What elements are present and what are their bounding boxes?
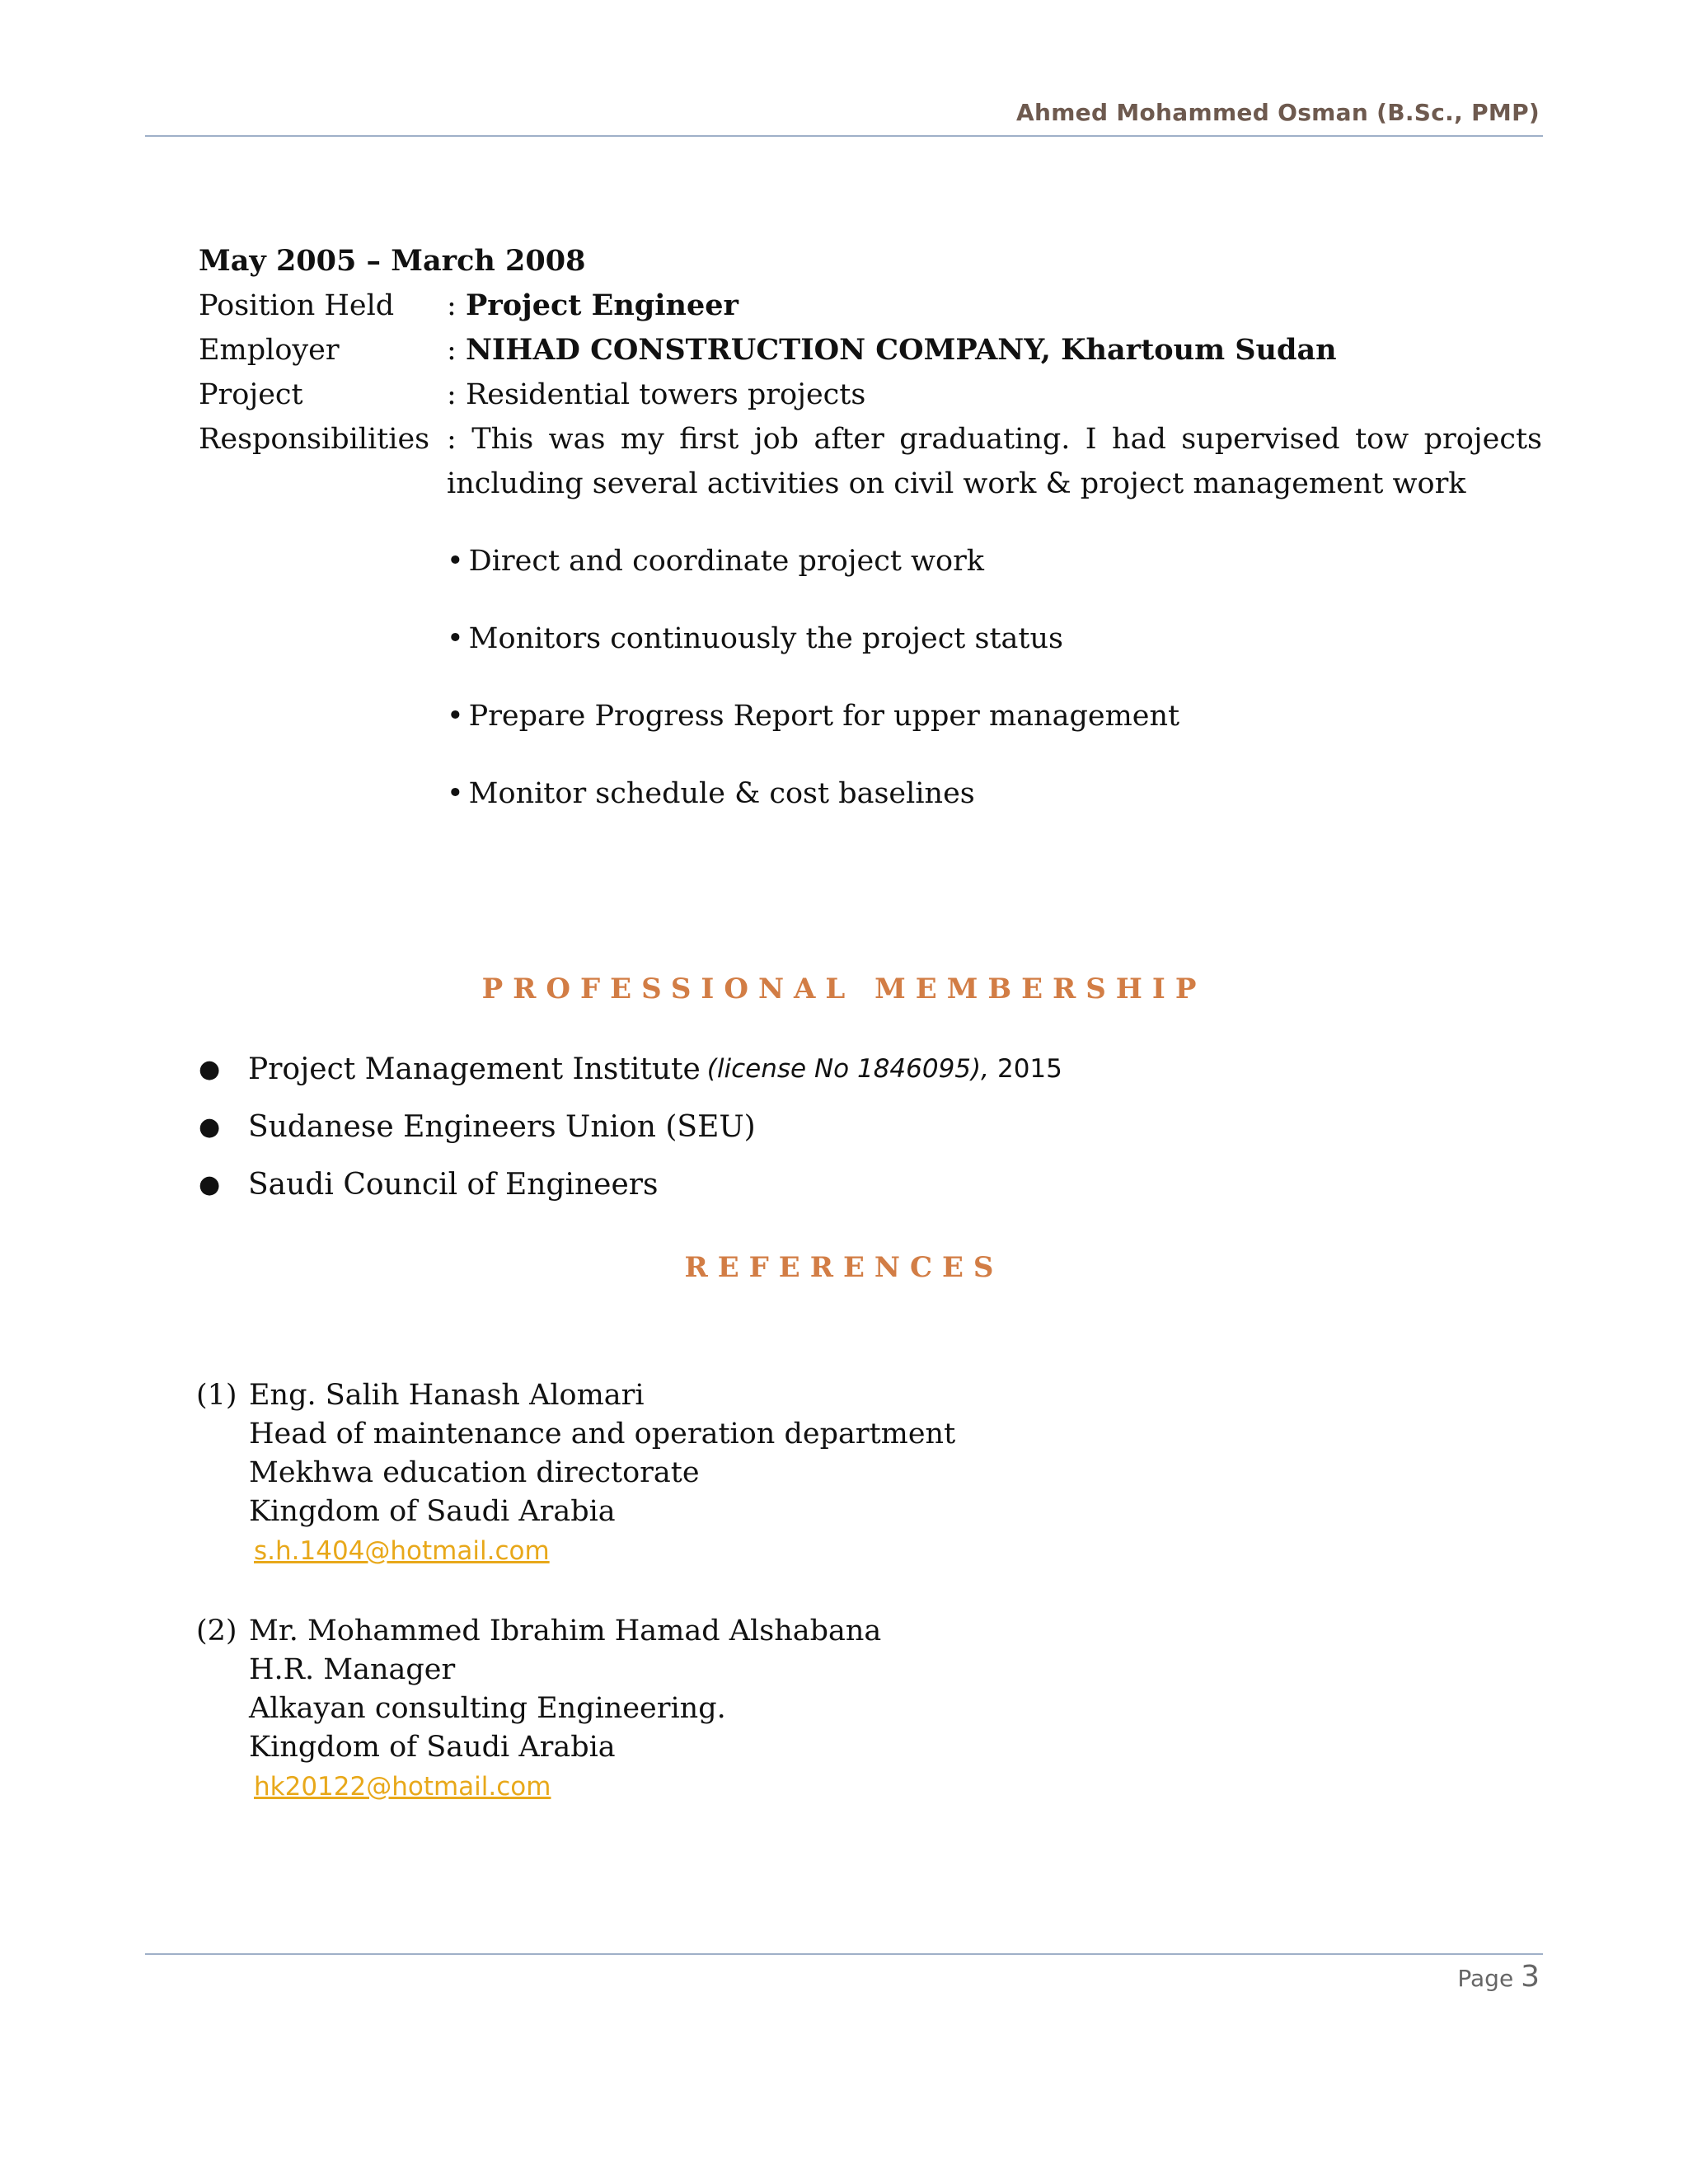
reference-role: H.R. Manager	[249, 1653, 456, 1686]
list-item: • Monitors continuously the project status	[447, 622, 1063, 655]
reference-country: Kingdom of Saudi Arabia	[249, 1495, 616, 1528]
reference-name: Mr. Mohammed Ibrahim Hamad Alshabana	[249, 1615, 882, 1647]
separator: :	[447, 423, 457, 456]
bullet-icon: ●	[199, 1169, 221, 1199]
bullet-icon: •	[447, 777, 464, 810]
page-number: 3	[1521, 1960, 1540, 1994]
list-item: • Prepare Progress Report for upper management	[447, 700, 1180, 733]
experience-section	[199, 239, 1542, 849]
reference-email-link[interactable]: s.h.1404@hotmail.com	[254, 1536, 550, 1566]
reference-name: Eng. Salih Hanash Alomari	[249, 1379, 645, 1412]
reference-number: (2)	[196, 1615, 237, 1647]
list-item: ● Saudi Council of Engineers	[199, 1167, 659, 1202]
bullet-icon: •	[447, 545, 464, 578]
reference-country: Kingdom of Saudi Arabia	[249, 1731, 616, 1764]
separator: :	[447, 289, 457, 322]
project-label: Project	[199, 378, 303, 411]
reference-org: Alkayan consulting Engineering.	[249, 1692, 726, 1725]
responsibilities-list	[447, 539, 1542, 816]
header-name: Ahmed Mohammed Osman (B.Sc., PMP)	[1015, 99, 1540, 126]
bullet-icon: •	[447, 700, 464, 733]
references-title: REFERENCES	[684, 1251, 1004, 1284]
list-item: • Direct and coordinate project work	[447, 545, 985, 578]
page-label: Page	[1457, 1965, 1514, 1992]
list-item: ● Project Management Institute (license No 1846095), 2015	[199, 1052, 1062, 1086]
bullet-icon: ●	[199, 1054, 221, 1084]
page-header	[145, 94, 1543, 137]
reference-org: Mekhwa education directorate	[249, 1456, 700, 1489]
reference-number: (1)	[196, 1379, 237, 1412]
bullet-icon: ●	[199, 1112, 221, 1141]
employer-value: NIHAD CONSTRUCTION COMPANY, Khartoum Sudan	[465, 333, 1337, 367]
responsibilities-label: Responsibilities	[199, 423, 430, 456]
list-item: ● Sudanese Engineers Union (SEU)	[199, 1109, 756, 1144]
separator: :	[447, 334, 457, 367]
position-label: Position Held	[199, 289, 395, 322]
membership-list	[199, 1040, 1435, 1213]
reference-2	[196, 1612, 1432, 1807]
experience-period: May 2005 – March 2008	[199, 244, 586, 278]
bullet-icon: •	[447, 622, 464, 655]
responsibilities-row	[199, 417, 1542, 506]
employer-label: Employer	[199, 334, 340, 367]
employer-row	[199, 328, 1542, 373]
reference-email-link[interactable]: hk20122@hotmail.com	[254, 1772, 551, 1802]
page-footer	[145, 1953, 1543, 1994]
membership-title: PROFESSIONAL MEMBERSHIP	[481, 972, 1207, 1005]
reference-1	[196, 1376, 1432, 1571]
position-value: Project Engineer	[465, 288, 738, 322]
license-number: (license No 1846095),	[706, 1054, 989, 1084]
license-year: 2015	[996, 1054, 1062, 1084]
project-value: Residential towers projects	[465, 378, 866, 411]
reference-role: Head of maintenance and operation department	[249, 1418, 956, 1451]
separator: :	[447, 378, 457, 411]
project-row	[199, 373, 1542, 417]
responsibilities-text: This was my first job after graduating. I had supervised tow projects including several activities on civil work & project management work	[447, 423, 1542, 500]
list-item: • Monitor schedule & cost baselines	[447, 777, 975, 810]
position-row	[199, 284, 1542, 328]
